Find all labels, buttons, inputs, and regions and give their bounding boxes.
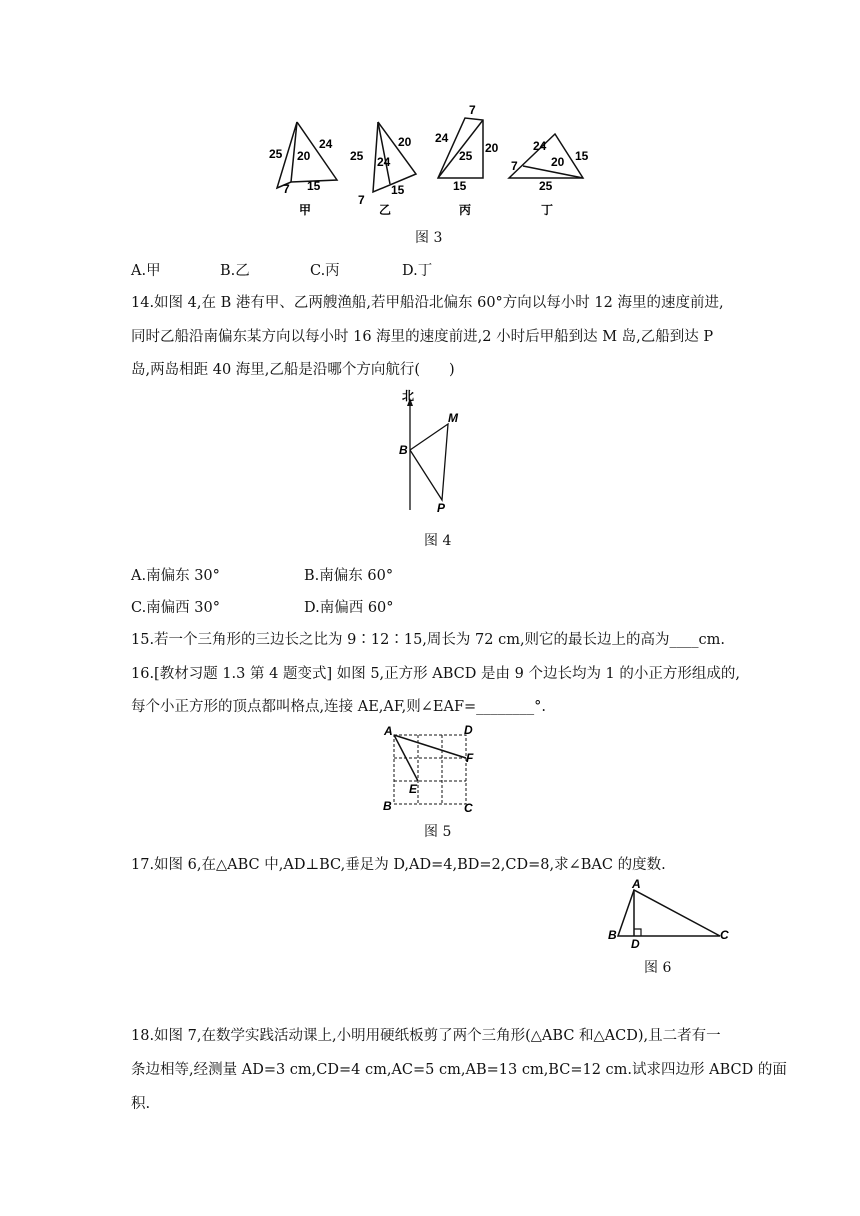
point-e-label: E [409,782,418,796]
fig3-label: 15 [575,149,589,163]
figure-4 [392,388,472,518]
grid [394,735,466,804]
point-p-label: P [437,501,446,515]
question-18-line-3: 积. [131,1096,151,1112]
fig3-label: 7 [511,159,518,173]
option-a: A.甲 [131,263,161,279]
fig3-label: 15 [307,179,321,193]
option-b: B.乙 [220,263,250,279]
point-m-label: M [448,411,458,425]
fig3-name: 丁 [541,203,554,217]
option-c: C.南偏西 30° [131,600,220,616]
fig3-label: 25 [459,149,473,163]
option-d: D.南偏西 60° [304,600,394,616]
triangle-bing [438,118,483,178]
question-16-tag: 16.[教材习题 1.3 第 4 题变式] [131,666,333,682]
point-d-label: D [631,937,640,948]
question-16-line-2: 每个小正方形的顶点都叫格点,连接 AE,AF,则∠EAF=________°. [131,699,547,715]
question-18-line-1: 18.如图 7,在数学实践活动课上,小明用硬纸板剪了两个三角形(△ABC 和△ACD),且二者有一 [131,1028,721,1044]
point-c-label: C [720,928,729,942]
north-label: 北 [402,389,415,403]
fig3-name: 乙 [379,203,392,217]
fig3-label: 15 [453,179,467,193]
fig3-label: 24 [377,155,391,169]
question-17: 17.如图 6,在△ABC 中,AD⊥BC,垂足为 D,AD=4,BD=2,CD=8,求∠BAC 的度数. [131,857,666,873]
option-c: C.丙 [310,263,340,279]
figure-4-caption: 图 4 [424,533,452,549]
point-f-label: F [466,751,474,765]
point-b-label: B [383,799,392,813]
right-angle-mark [634,929,641,936]
figure-3 [255,100,615,220]
fig3-name: 甲 [299,203,312,217]
point-d-label: D [464,723,473,737]
question-14-line-3: 岛,两岛相距 40 海里,乙船是沿哪个方向航行( ) [131,362,455,378]
fig3-label: 7 [469,103,476,117]
fig3-label: 20 [398,135,412,149]
fig3-label: 20 [297,149,311,163]
point-c-label: C [464,801,473,815]
fig3-label: 25 [269,147,283,161]
triangle-bmp [410,424,448,500]
fig3-label: 15 [391,183,405,197]
fig3-label: 20 [485,141,499,155]
option-a: A.南偏东 30° [131,568,220,584]
fig3-label: 24 [533,139,547,153]
point-a-label: A [384,724,393,738]
figure-6 [604,878,736,948]
point-a-label: A [632,878,641,891]
question-16-line-1 [131,664,740,684]
fig3-name: 丙 [459,203,472,217]
fig3-label: 20 [551,155,565,169]
option-d: D.丁 [402,263,433,279]
question-15: 15.若一个三角形的三边长之比为 9∶12∶15,周长为 72 cm,则它的最长边上的高为____cm. [131,632,726,648]
question-14-line-1: 14.如图 4,在 B 港有甲、乙两艘渔船,若甲船沿北偏东 60°方向以每小时 12 海里的速度前进, [131,295,724,311]
figure-3-caption: 图 3 [415,230,443,246]
figure-5 [380,723,480,818]
fig3-label: 24 [319,137,333,151]
question-14-line-2: 同时乙船沿南偏东某方向以每小时 16 海里的速度前进,2 小时后甲船到达 M 岛,乙船到达 P [131,329,714,345]
fig3-label: 25 [350,149,364,163]
figure-6-caption: 图 6 [644,960,672,976]
point-b-label: B [399,443,408,457]
figure-5-caption: 图 5 [424,824,452,840]
fig3-label: 25 [539,179,553,193]
question-18-line-2: 条边相等,经测量 AD=3 cm,CD=4 cm,AC=5 cm,AB=13 cm,BC=12 cm.试求四边形 ABCD 的面 [131,1062,787,1078]
question-16-text: 如图 5,正方形 ABCD 是由 9 个边长均为 1 的小正方形组成的, [336,666,740,682]
fig3-label: 24 [435,131,449,145]
option-b: B.南偏东 60° [304,568,394,584]
fig3-label: 7 [283,182,290,196]
fig3-label: 7 [358,193,365,207]
point-b-label: B [608,928,617,942]
